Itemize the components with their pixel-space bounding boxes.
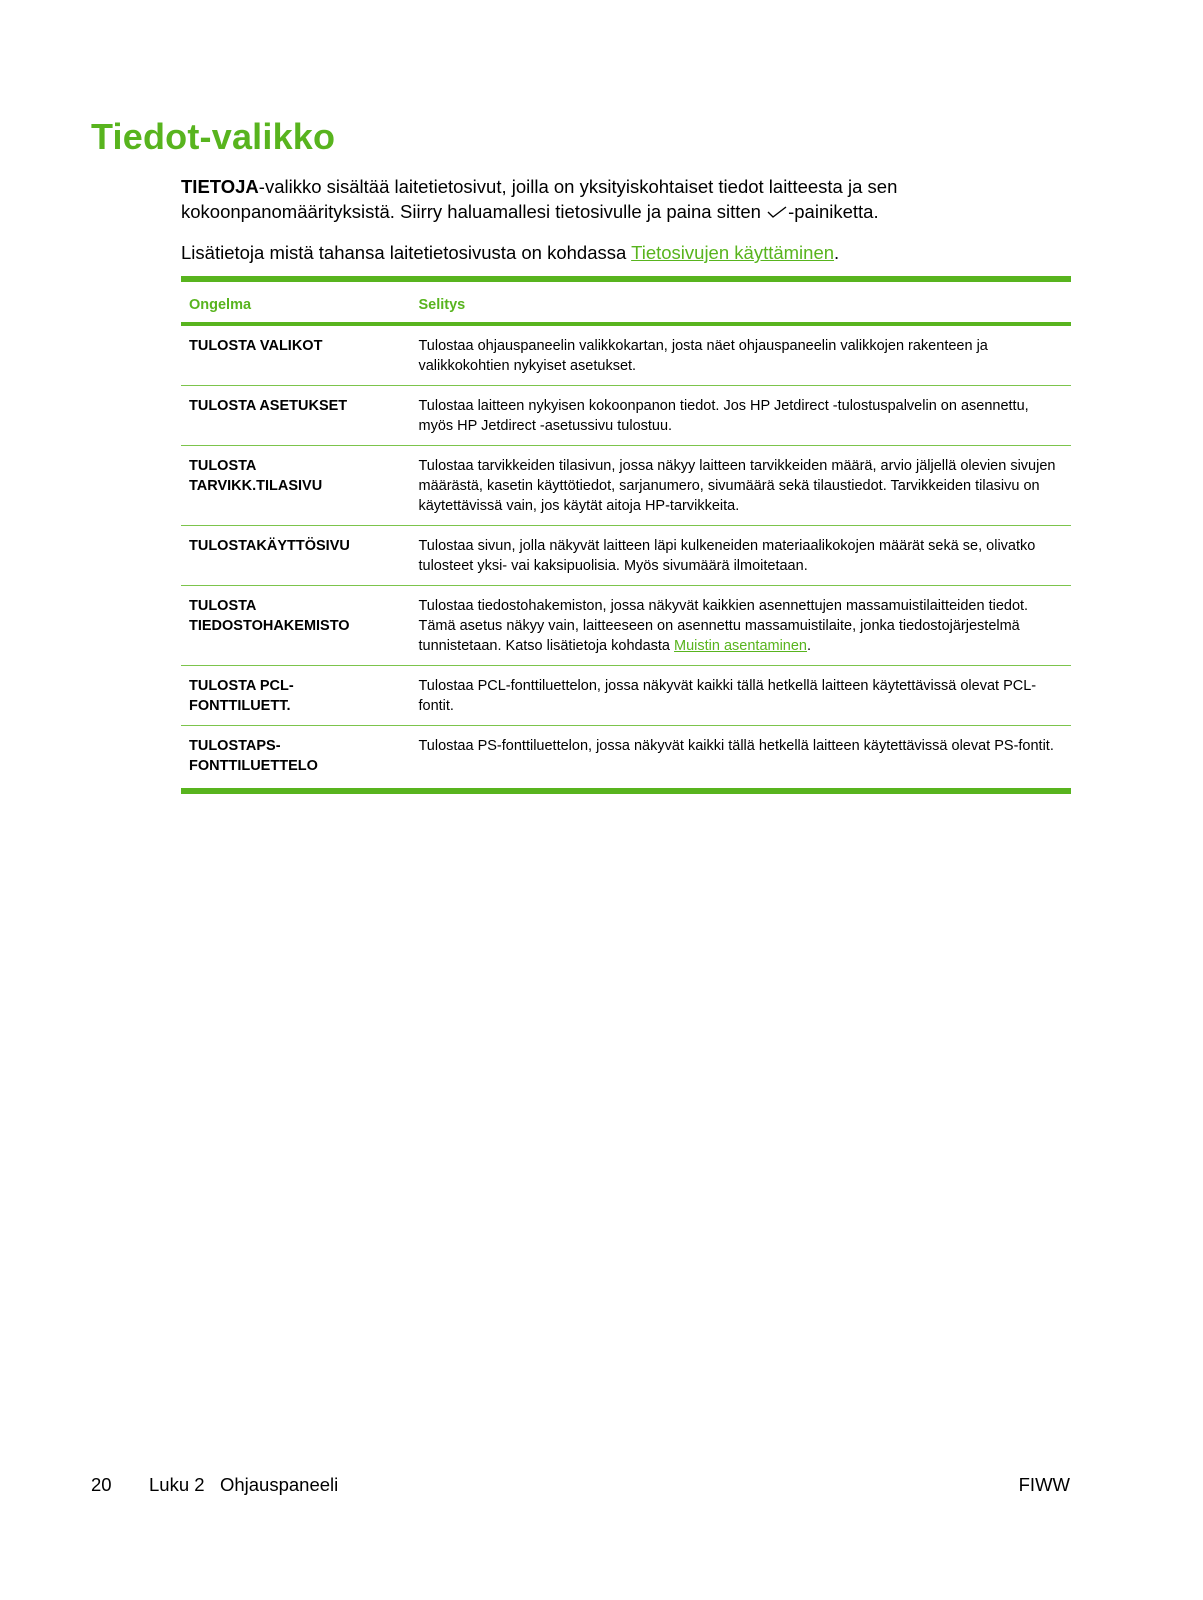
- checkmark-icon: [766, 205, 788, 219]
- muistin-asentaminen-link[interactable]: Muistin asentaminen: [674, 638, 808, 654]
- row-description: Tulostaa PCL-fonttiluettelon, jossa näkyvät kaikki tällä hetkellä laitteen käytettävissä olevat PCL-fontit.: [410, 666, 1071, 726]
- table-row: [181, 386, 1071, 446]
- row-description-text: Tulostaa tiedostohakemiston, jossa näkyvät kaikkien asennettujen massamuistilaitteiden tiedot. Tämä asetus näkyy vain, laitteeseen on asennettu massamuistilaite, jonka tiedostojärjestelmä tunnistetaan. Katso lisätietoja kohdasta: [418, 598, 1029, 654]
- row-description: Tulostaa tarvikkeiden tilasivun, jossa näkyy laitteen tarvikkeiden määrä, arvio jäljellä olevien sivujen määrästä, kasetin käyttötiedot, sarjanumero, sivumäärä sekä tilaustiedot. Tarvikkeiden tilasivu on käytettävissä vain, jos käytät aitoja HP-tarvikkeita.: [410, 446, 1071, 526]
- more-info-paragraph: [181, 240, 1081, 265]
- row-issue: TULOSTA ASETUKSET: [181, 386, 410, 446]
- row-issue: TULOSTA TIEDOSTOHAKEMISTO: [181, 586, 410, 666]
- intro-paragraph: [181, 174, 1081, 224]
- table-row: [181, 666, 1071, 726]
- row-description: Tulostaa PS-fonttiluettelon, jossa näkyvät kaikki tällä hetkellä laitteen käytettävissä olevat PS-fontit.: [418, 738, 1054, 754]
- table-header-row: [181, 279, 1071, 324]
- row-description-suffix: .: [807, 638, 812, 654]
- row-issue: TULOSTAPS- FONTTILUETTELO: [189, 738, 318, 774]
- row-description: Tulostaa sivun, jolla näkyvät laitteen läpi kulkeneiden materiaalikokojen määrät sekä se, olivatko tulosteet yksi- vai kaksipuolisia. Myös sivumäärä ilmoitetaan.: [410, 526, 1071, 586]
- more-info-suffix: .: [834, 242, 840, 263]
- info-menu-table: [181, 276, 1071, 794]
- intro-text-part1: -valikko sisältää laitetietosivut, joilla on yksityiskohtaiset tiedot laitteesta ja sen kokoonpanomäärityksistä. Siirry haluamallesi tietosivulle ja paina sitten: [181, 176, 898, 222]
- more-info-text: Lisätietoja mistä tahansa laitetietosivusta on kohdassa: [181, 242, 632, 263]
- column-header-description: Selitys: [410, 279, 1071, 324]
- page-title: Tiedot-valikko: [91, 116, 336, 157]
- table-row: [181, 526, 1071, 586]
- footer-right-label: FIWW: [1018, 1474, 1070, 1495]
- row-issue: TULOSTA TARVIKK.TILASIVU: [181, 446, 410, 526]
- column-header-issue: Ongelma: [181, 279, 410, 324]
- row-description: Tulostaa laitteen nykyisen kokoonpanon tiedot. Jos HP Jetdirect -tulostuspalvelin on asennettu, myös HP Jetdirect -asetussivu tulostuu.: [410, 386, 1071, 446]
- table-row: [181, 446, 1071, 526]
- tietosivujen-link[interactable]: Tietosivujen käyttäminen: [631, 242, 835, 263]
- footer-chapter: Luku 2 Ohjauspaneeli: [149, 1474, 339, 1495]
- row-issue: TULOSTA PCL- FONTTILUETT.: [181, 666, 410, 726]
- intro-text-part2: -painiketta.: [788, 201, 879, 222]
- row-description: [410, 586, 1071, 666]
- intro-bold-term: TIETOJA: [181, 176, 259, 197]
- row-description: Tulostaa ohjauspaneelin valikkokartan, josta näet ohjauspaneelin valikkojen rakenteen ja valikkokohtien nykyiset asetukset.: [410, 324, 1071, 386]
- row-issue: TULOSTA VALIKOT: [181, 324, 410, 386]
- table-row: [181, 726, 1071, 792]
- table-row: [181, 586, 1071, 666]
- table-row: [181, 324, 1071, 386]
- footer-page-number: 20: [91, 1474, 112, 1495]
- row-issue: TULOSTAKÄYTTÖSIVU: [181, 526, 410, 586]
